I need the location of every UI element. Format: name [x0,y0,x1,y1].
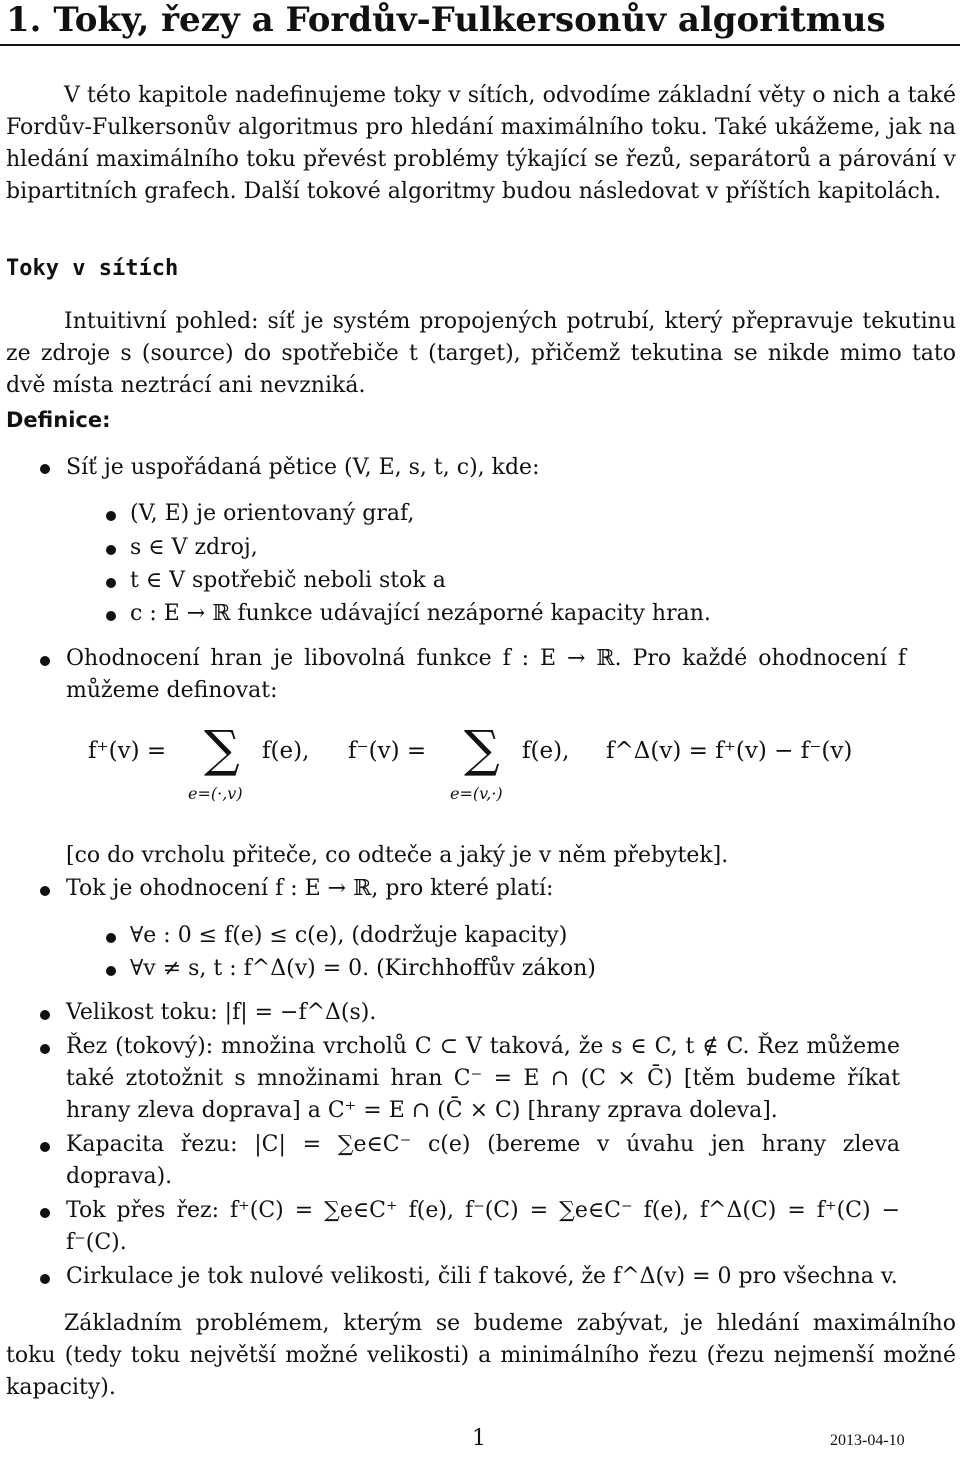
bullet-icon [106,578,116,588]
bullet-icon [40,1274,50,1284]
item-flow: Tok je ohodnocení f : E → ℝ, pro které platí: [66,876,554,901]
eq-fplus-label: f⁺(v) = [88,738,167,764]
bullet-icon [40,1208,50,1218]
item-circulation: Cirkulace je tok nulové velikosti, čili f takové, že f^Δ(v) = 0 pro všechna v. [66,1264,898,1289]
title-rule [0,44,960,46]
bullet-icon [40,1010,50,1020]
bullet-icon [106,511,116,521]
eq-fminus-label: f⁻(v) = [348,738,427,764]
sub-item-graph: (V, E) je orientovaný graf, [130,501,415,526]
bullet-icon [106,545,116,555]
item-cut: Řez (tokový): množina vrcholů C ⊂ V taková, že s ∈ C, t ∉ C. Řez můžeme také ztotožnit s množinami hran C⁻ = E ∩ (C × C̄) [těm budeme říkat hrany zleva doprava] a C⁺ = E ∩ (C̄ × C) [hrany zprava doleva]. [66,1034,900,1123]
item-cut-capacity: Kapacita řezu: |C| = ∑e∈C⁻ c(e) (bereme v úvahu jen hrany zleva doprava). [66,1132,900,1189]
bullet-icon [40,656,50,666]
intro-paragraph: V této kapitole nadefinujeme toky v sítích, odvodíme základní věty o nich a také Fordův-Fulkersonův algoritmus pro hledání maximálního toku. Také ukážeme, jak na hledání maximálního toku převést problémy týkající se řezů, separátorů a párování v bipartitních grafech. Další tokové algoritmy budou následovat v příštích kapitolách. [6,83,956,204]
bullet-icon [40,886,50,896]
closing-paragraph: Základním problémem, kterým se budeme zabývat, je hledání maximálního toku (tedy toku největší možné velikosti) a minimálního řezu (řezu nejmenší možné kapacity). [6,1311,956,1400]
bullet-icon [106,933,116,943]
item-weighting: Ohodnocení hran je libovolná funkce f : E → ℝ. Pro každé ohodnocení f můžeme definovat: [66,646,906,703]
sub-item-capacity: c : E → ℝ funkce udávající nezáporné kapacity hran. [130,601,711,626]
bullet-icon [106,611,116,621]
eq-fminus-body: f(e), [522,738,570,764]
item-flow-size: Velikost toku: |f| = −f^Δ(s). [66,1000,377,1025]
item-flow-across-cut: Tok přes řez: f⁺(C) = ∑e∈C⁺ f(e), f⁻(C) = ∑e∈C⁻ f(e), f^Δ(C) = f⁺(C) − f⁻(C). [66,1198,900,1255]
item-network: Síť je uspořádaná pětice (V, E, s, t, c), kde: [66,455,540,480]
definition-heading: Definice: [6,408,111,432]
sub-item-target: t ∈ V spotřebič neboli stok a [130,568,446,593]
sub-item-capacity-constraint: ∀e : 0 ≤ f(e) ≤ c(e), (dodržuje kapacity) [130,923,568,948]
eq-fplus-subscript: e=(·,v) [188,784,243,803]
eq-fdelta: f^Δ(v) = f⁺(v) − f⁻(v) [606,738,853,764]
sum-symbol: ∑ [464,720,500,778]
page-number: 1 [472,1426,486,1451]
bullet-icon [106,966,116,976]
eq-fplus-body: f(e), [262,738,310,764]
chapter-title: 1. Toky, řezy a Fordův-Fulkersonův algoritmus [6,0,886,40]
sub-item-kirchhoff: ∀v ≠ s, t : f^Δ(v) = 0. (Kirchhoffův zákon) [130,956,596,981]
sum-symbol: ∑ [204,720,240,778]
bullet-icon [40,1044,50,1054]
section-intro-paragraph: Intuitivní pohled: síť je systém propojených potrubí, který přepravuje tekutinu ze zdroje s (source) do spotřebiče t (target), přičemž tekutina se nikde mimo tato dvě místa neztrácí ani nevzniká. [6,309,956,398]
eq-fminus-subscript: e=(v,·) [450,784,503,803]
bullet-icon [40,464,50,474]
footer-date: 2013-04-10 [830,1432,905,1449]
section-heading: Toky v sítích [6,256,179,281]
sub-item-source: s ∈ V zdroj, [130,535,258,560]
bullet-icon [40,1142,50,1152]
weighting-note: [co do vrcholu přiteče, co odteče a jaký je v něm přebytek]. [66,843,729,868]
